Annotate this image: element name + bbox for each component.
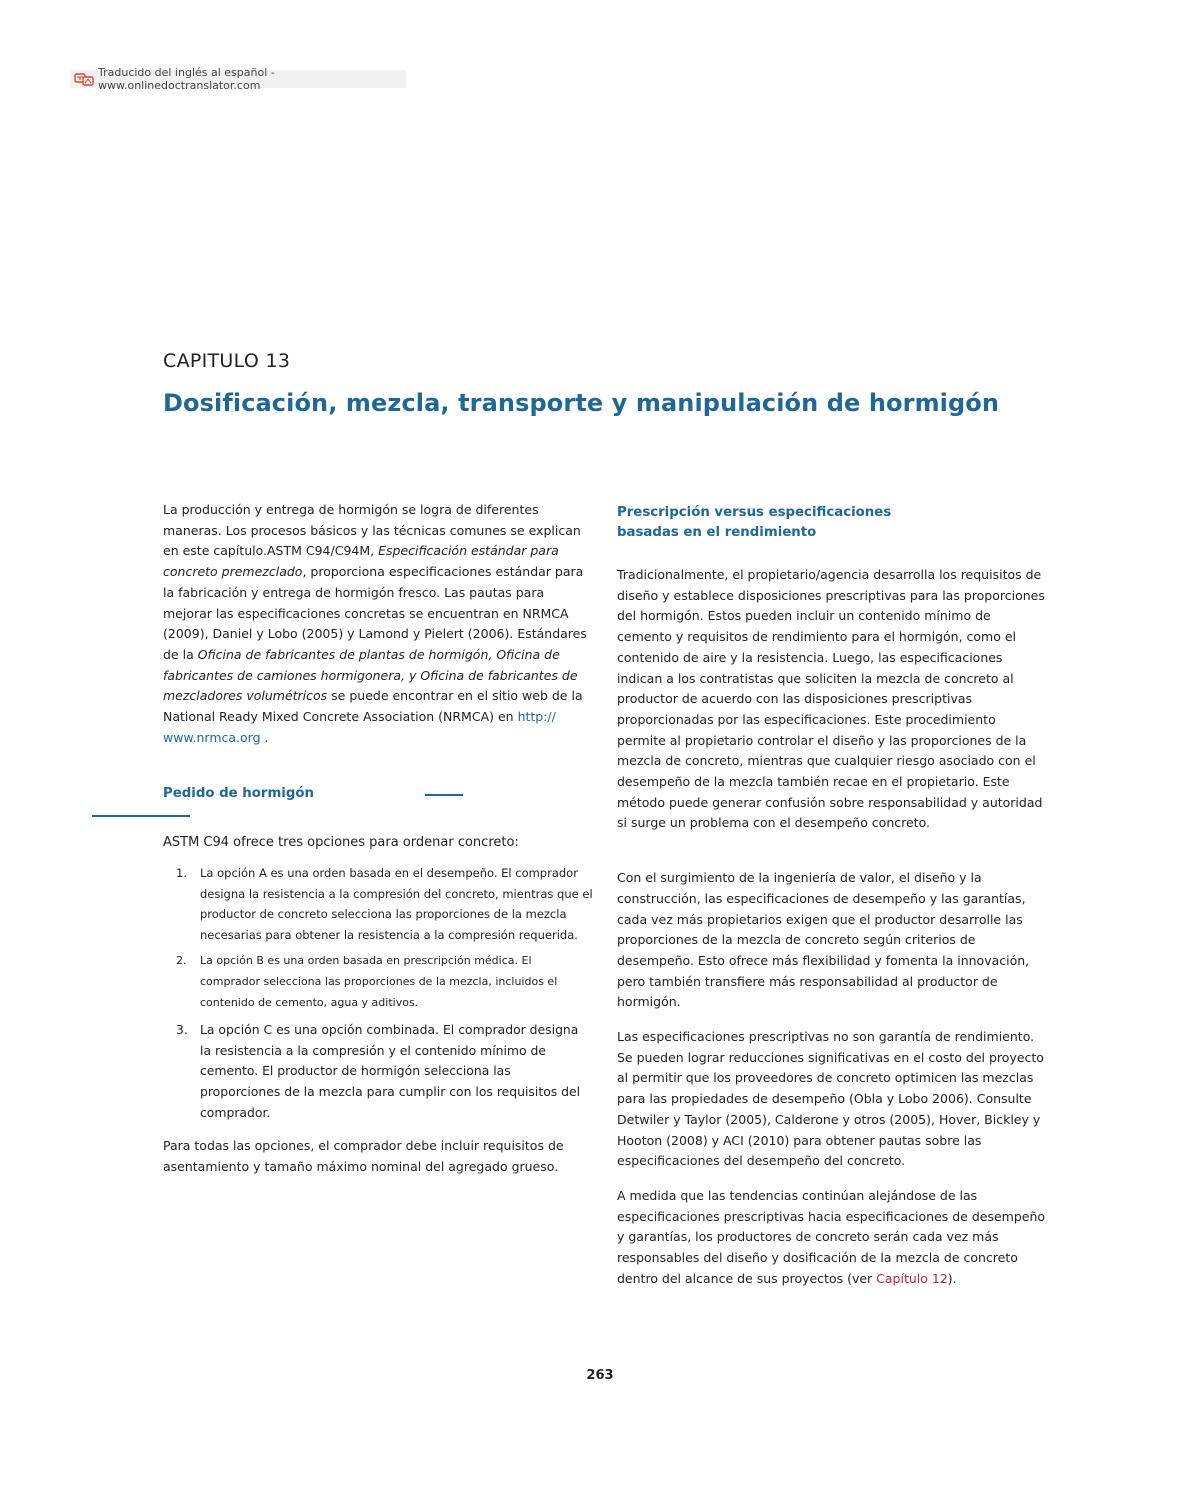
ordering-closing: Para todas las opciones, el comprador debe incluir requisitos de asentamiento y tamaño máximo nominal del agregado grueso. [163,1138,564,1175]
options-list [163,863,593,1123]
heading-rule-long [92,815,190,817]
translation-banner-link[interactable]: Traducido del inglés al español - www.onlinedoctranslator.com [98,66,275,92]
chapter-label: CAPITULO 13 [163,350,291,372]
page-number: 263 [586,1368,614,1383]
list-item: 3. La opción C es una opción combinada. El comprador designa la resistencia a la compresión y el contenido mínimo de cemento. El productor de hormigón selecciona las proporciones de la mezcla para cumplir con los requisitos del comprador. [176,1021,581,1120]
translate-icon [74,73,94,86]
spec-title: Especificación estándar para concreto premezclado [163,543,559,580]
ordering-lead: ASTM C94 ofrece tres opciones para ordenar concreto: [163,835,519,851]
prescription-paragraph-1: Tradicionalmente, el propietario/agencia desarrolla los requisitos de diseño y establece disposiciones prescriptivas para las proporciones del hormigón. Estos pueden incluir un contenido mínimo de cemento y requisitos de rendimiento para el hormigón, como el contenido de aire y la resistencia. Luego, las especificaciones indican a los contratistas que soliciten la mezcla de concreto al productor de acuerdo con las disposiciones prescriptivas proporcionadas por las especificaciones. Este procedimiento permite al propietario controlar el diseño y las proporciones de la mezcla de concreto, mientras que cualquier riesgo asociado con el desempeño de la mezcla también recae en el propietario. Este método puede generar confusión sobre responsabilidad y autoridad si surge un problema con el desempeño concreto. [617,567,1045,831]
chapter-12-link[interactable]: Capítulo 12 [876,1270,948,1286]
ordering-heading: Pedido de hormigón [163,786,314,802]
prescription-heading: Prescripción versus especificaciones basadas en el rendimiento [617,505,892,540]
list-item: 1. La opción A es una orden basada en el desempeño. El comprador designa la resistencia a la compresión del concreto, mientras que el productor de concreto selecciona las proporciones de la mezcla necesarias para obtener la resistencia a la compresión requerida. [176,866,593,942]
intro-paragraph: La producción y entrega de hormigón se logra de diferentes maneras. Los procesos básicos y las técnicas comunes se explican en este capítulo.ASTM C94/C94M, Especificación estándar para concreto premezclado, proporciona especificaciones estándar para la fabricación y entrega de hormigón fresco. Las pautas para mejorar las especificaciones concretas se encuentran en NRMCA (2009), Daniel y Lobo (2005) y Lamond y Pielert (2006). Estándares de la Oficina de fabricantes de plantas de hormigón, Oficina de fabricantes de camiones hormigonera, y Oficina de fabricantes de mezcladores volumétricos se puede encontrar en el sitio web de la National Ready Mixed Concrete Association (NRMCA) en http:// www.nrmca.org . [163,502,587,745]
prescription-paragraph-2: Con el surgimiento de la ingeniería de valor, el diseño y la construcción, las especificaciones de desempeño y las garantías, cada vez más propietarios exigen que el productor desarrolle las proporciones de la mezcla de concreto según criterios de desempeño. Esto ofrece más flexibilidad y fomenta la innovación, pero también transfiere más responsabilidad al productor de hormigón. [617,870,1030,1010]
list-item: 2. La opción B es una orden basada en prescripción médica. El comprador selecciona las proporciones de la mezcla, incluidos el contenido de cemento, agua y aditivos. [176,954,558,1010]
nrmca-link[interactable]: http:// www.nrmca.org [163,709,556,745]
prescription-paragraph-3: Las especificaciones prescriptivas no son garantía de rendimiento. Se pueden lograr reducciones significativas en el costo del proyecto al permitir que los proveedores de concreto optimicen las mezclas para las propiedades de desempeño (Obla y Lobo 2006). Consulte Detwiler y Taylor (2005), Calderone y otros (2005), Hover, Bickley y Hooton (2008) y ACI (2010) para obtener pautas sobre las especificaciones del desempeño del concreto. [617,1029,1044,1169]
prescription-paragraph-4: A medida que las tendencias continúan alejándose de las especificaciones prescriptivas hacia especificaciones de desempeño y garantías, los productores de concreto serán cada vez más responsables del diseño y dosificación de la mezcla de concreto dentro del alcance de sus proyectos (ver Capítulo 12). [617,1187,1046,1286]
chapter-title: Dosificación, mezcla, transporte y manipulación de hormigón [163,389,1000,417]
translation-banner[interactable] [70,66,406,92]
left-column [163,500,593,1178]
offices-names: Oficina de fabricantes de plantas de hormigón, Oficina de fabricantes de camiones hormigonera, y Oficina de fabricantes de mezcladores volumétricos [163,646,578,704]
right-column [617,503,1047,1290]
heading-rule-short [425,794,463,796]
